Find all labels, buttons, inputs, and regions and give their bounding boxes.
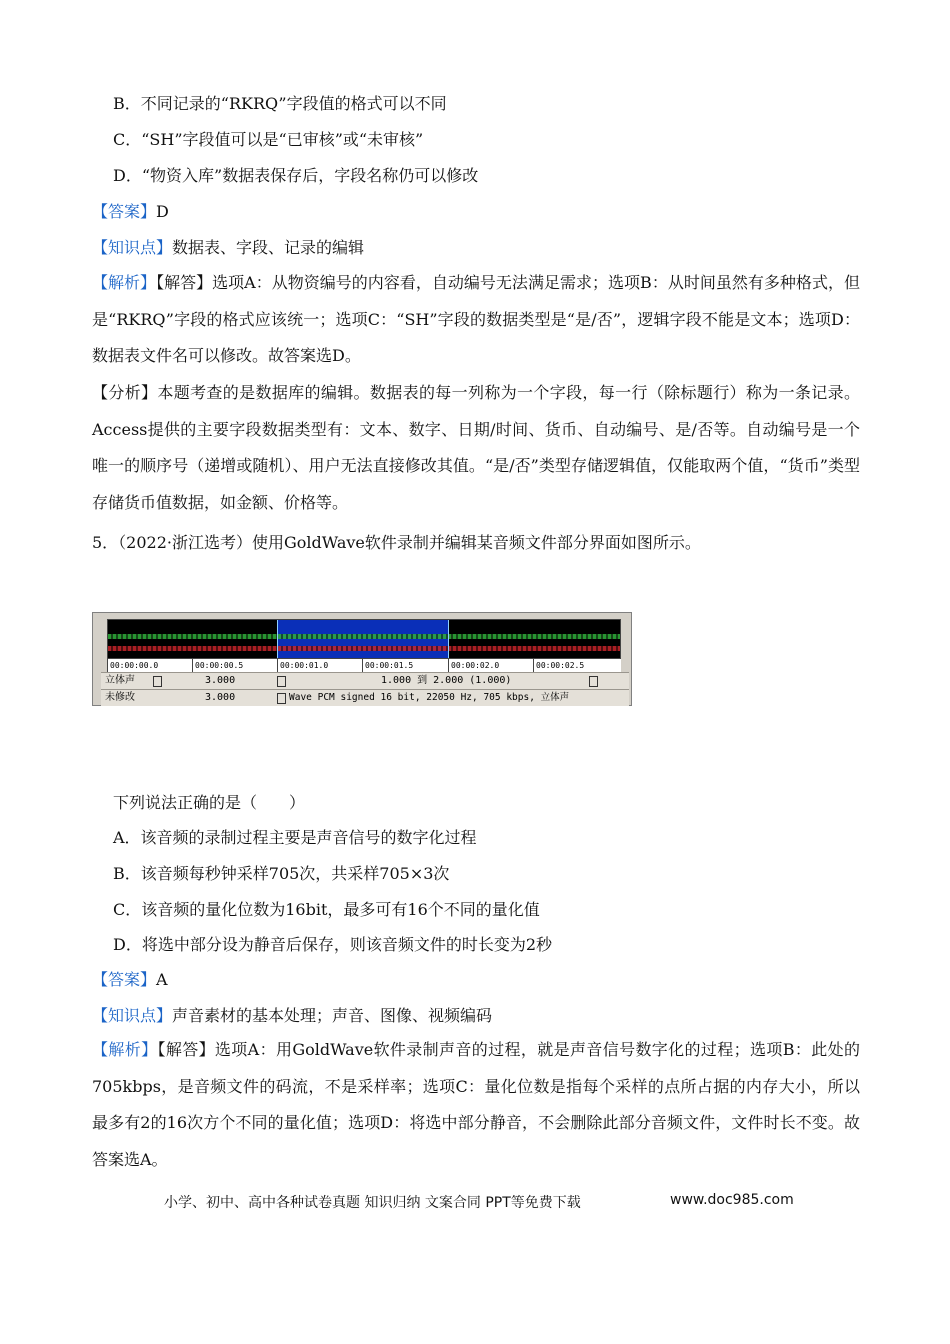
q5-knowledge-point — [92, 1006, 492, 1026]
time-ruler — [107, 659, 621, 673]
modified-label: 未修改 — [105, 692, 135, 703]
q5-analysis — [92, 1032, 860, 1178]
q5-prompt: 下列说法正确的是（ ） — [113, 793, 306, 812]
q4-answer — [92, 202, 169, 222]
time-tick: 00:00:00.5 — [192, 659, 243, 672]
q4-knowledge-point — [92, 238, 364, 258]
start-marker[interactable] — [277, 620, 278, 658]
goldwave-screenshot — [92, 612, 632, 706]
q4-option-c: C．“SH”字段值可以是“已审核”或“未审核” — [113, 130, 424, 149]
answer-tag: 【答案】 — [92, 202, 157, 221]
q5-option-c: C．该音频的量化位数为16bit，最多可有16个不同的量化值 — [113, 900, 540, 919]
knowledge-tag: 【知识点】 — [92, 238, 173, 257]
q5-stem: 5．（2022·浙江选考）使用GoldWave软件录制并编辑某音频文件部分界面如图所示。 — [92, 533, 701, 552]
channel-label: 立体声 — [105, 675, 135, 686]
q4-analysis — [92, 265, 860, 375]
left-channel-wave — [108, 634, 620, 639]
page-footer — [164, 1192, 794, 1212]
knowledge-tag: 【知识点】 — [92, 1006, 173, 1025]
analysis-text: 【解答】选项A：用GoldWave软件录制声音的过程，就是声音信号数字化的过程；选项B：此处的705kbps，是音频文件的码流，不是采样率；选项C：量化位数是指每个采样的点所占据的内存大小，所以最多有2的16次方个不同的量化值；选项D：将选中部分静音，不会删除此部分音频文件，文件时长不变。故答案选A。 — [92, 1040, 860, 1169]
footer-url[interactable]: www.doc985.com — [670, 1192, 794, 1208]
q5-option-a: A．该音频的录制过程主要是声音信号的数字化过程 — [113, 828, 477, 847]
analysis-tag: 【解析】 — [92, 273, 157, 292]
q4-fenxi: 【分析】本题考查的是数据库的编辑。数据表的每一列称为一个字段，每一行（除标题行）称为一条记录。Access提供的主要字段数据类型有：文本、数字、日期/时间、货币、自动编号、是/否等。自动编号是一个唯一的顺序号（递增或随机）、用户无法直接修改其值。“是/否”类型存储逻辑值，仅能取两个值，“货币”类型存储货币值数据，如金额、价格等。 — [92, 383, 860, 512]
finish-marker[interactable] — [448, 620, 449, 658]
format-info: Wave PCM signed 16 bit, 22050 Hz, 705 kbps, 立体声 — [289, 692, 570, 703]
waveform-view — [107, 619, 621, 659]
time-tick: 00:00:01.0 — [277, 659, 328, 672]
time-tick: 00:00:02.5 — [533, 659, 584, 672]
footer-text: 小学、初中、高中各种试卷真题 知识归纳 文案合同 PPT等免费下载 — [164, 1195, 581, 1211]
time-tick: 00:00:01.5 — [362, 659, 413, 672]
right-channel-wave — [108, 646, 620, 651]
analysis-text: 【解答】选项A：从物资编号的内容看，自动编号无法满足需求；选项B：从时间虽然有多种格式，但是“RKRQ”字段的格式应该统一；选项C：“SH”字段的数据类型是“是/否”，逻辑字段不能是文本；选项D：数据表文件名可以修改。故答案选D。 — [92, 273, 860, 365]
time-tick: 00:00:02.0 — [448, 659, 499, 672]
status-divider-icon — [153, 676, 162, 687]
knowledge-value: 数据表、字段、记录的编辑 — [172, 238, 365, 257]
q4-option-d: D．“物资入库”数据表保存后，字段名称仍可以修改 — [113, 166, 479, 185]
status-divider-icon — [277, 676, 286, 687]
length-value: 3.000 — [205, 692, 236, 703]
length-value: 3.000 — [205, 675, 236, 686]
status-row-channels — [101, 672, 629, 689]
selection-region — [277, 620, 448, 658]
knowledge-value: 声音素材的基本处理；声音、图像、视频编码 — [172, 1006, 493, 1025]
selection-range: 1.000 到 2.000 (1.000) — [381, 675, 512, 686]
answer-tag: 【答案】 — [92, 970, 157, 989]
status-row-format — [101, 689, 629, 706]
q5-option-d: D．将选中部分设为静音后保存，则该音频文件的时长变为2秒 — [113, 935, 553, 954]
q4-option-b: B．不同记录的“RKRQ”字段值的格式可以不同 — [113, 94, 447, 113]
answer-value: D — [156, 202, 169, 221]
status-divider-icon — [589, 676, 598, 687]
q5-option-b: B．该音频每秒钟采样705次，共采样705×3次 — [113, 864, 450, 883]
analysis-tag: 【解析】 — [92, 1040, 158, 1059]
status-divider-icon — [277, 693, 286, 704]
time-tick: 00:00:00.0 — [107, 659, 158, 672]
answer-value: A — [156, 970, 168, 989]
q5-answer — [92, 970, 168, 990]
